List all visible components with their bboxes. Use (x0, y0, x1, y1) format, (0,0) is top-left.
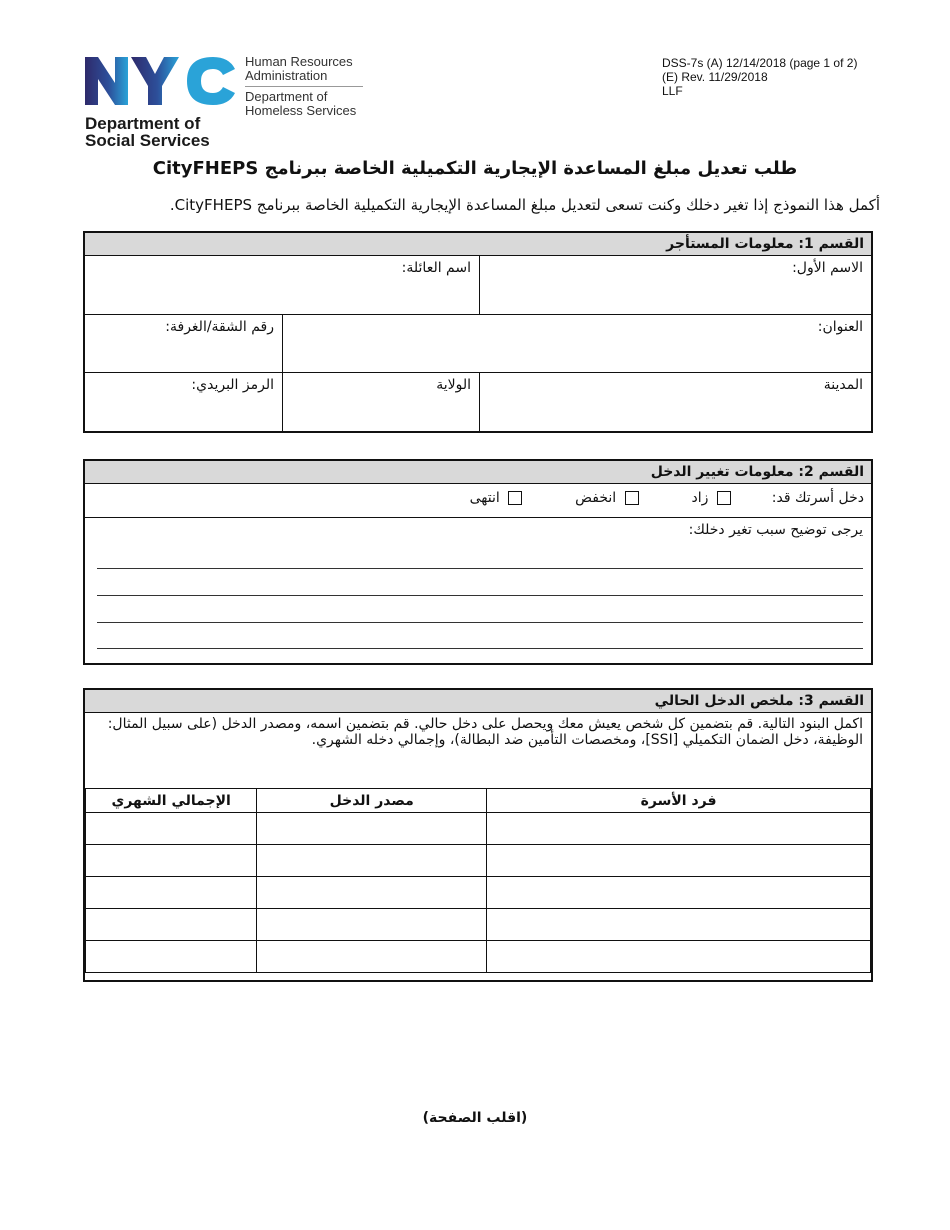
address-label: العنوان: (817, 319, 863, 335)
department-line1: Department of (85, 114, 201, 133)
member-cell[interactable] (487, 941, 871, 973)
source-cell[interactable] (257, 941, 487, 973)
col-source-header: مصدر الدخل (257, 789, 487, 813)
state-label: الولاية (436, 377, 471, 393)
turn-page-note: (اقلب الصفحة) (422, 1110, 528, 1126)
form-code-line1: DSS-7s (A) 12/14/2018 (page 1 of 2) (662, 56, 858, 70)
form-code-line2: (E) Rev. 11/29/2018 (662, 70, 768, 84)
section1-heading: القسم 1: معلومات المستأجر (85, 233, 871, 256)
section-income-summary (83, 688, 873, 982)
member-cell[interactable] (487, 845, 871, 877)
agency-divider (245, 86, 363, 87)
city-field[interactable] (480, 373, 871, 431)
source-cell[interactable] (257, 813, 487, 845)
last-name-field[interactable] (85, 256, 480, 315)
city-label: المدينة (823, 377, 863, 393)
member-cell[interactable] (487, 813, 871, 845)
household-income-label: دخل أسرتك قد: (771, 490, 864, 506)
col-total-header: الإجمالي الشهري (86, 789, 257, 813)
explain-label: يرجى توضيح سبب تغير دخلك: (688, 522, 863, 538)
apt-field[interactable] (85, 315, 283, 373)
answer-line[interactable] (97, 568, 863, 569)
section-tenant-info (83, 231, 873, 433)
answer-line[interactable] (97, 648, 863, 649)
first-name-label: الاسم الأول: (792, 260, 863, 276)
option-ended-label: انتهى (469, 490, 500, 506)
section3-heading: القسم 3: ملخص الدخل الحالي (85, 690, 871, 713)
member-cell[interactable] (487, 877, 871, 909)
form-code (662, 56, 857, 98)
income-change-row (85, 484, 871, 518)
income-table (85, 788, 871, 973)
nyc-dss-logo (85, 55, 375, 150)
agency-line1: Human Resources (245, 54, 353, 69)
option-decreased-label: انخفض (575, 490, 617, 506)
first-name-field[interactable] (480, 256, 871, 315)
source-cell[interactable] (257, 909, 487, 941)
total-cell[interactable] (86, 909, 257, 941)
nyc-logo-mark (85, 55, 235, 107)
source-cell[interactable] (257, 845, 487, 877)
total-cell[interactable] (86, 877, 257, 909)
checkbox-ended[interactable] (508, 491, 522, 505)
zip-label: الرمز البريدي: (191, 377, 274, 393)
source-cell[interactable] (257, 877, 487, 909)
checkbox-decreased[interactable] (625, 491, 639, 505)
section2-heading: القسم 2: معلومات تغيير الدخل (85, 461, 871, 484)
checkbox-increased[interactable] (717, 491, 731, 505)
apt-label: رقم الشقة/الغرفة: (165, 319, 274, 335)
form-code-line3: LLF (662, 84, 683, 98)
member-cell[interactable] (487, 909, 871, 941)
option-increased-label: زاد (691, 490, 709, 506)
table-row (86, 813, 871, 845)
answer-line[interactable] (97, 622, 863, 623)
section-income-change (83, 459, 873, 665)
table-row (86, 845, 871, 877)
agency-line3: Department of (245, 89, 328, 104)
zip-field[interactable] (85, 373, 283, 431)
section3-instructions: اكمل البنود التالية. قم بتضمين كل شخص يعيش معك ويحصل على دخل حالي. قم بتضمين اسمه، ومصدر الدخل (على سبيل المثال: الوظيفة، دخل الضمان التكميلي [SSI]، ومخصصات التأمين ضد البطالة)، وإجمالي دخله الشهري. (107, 716, 863, 748)
intro-text: أكمل هذا النموذج إذا تغير دخلك وكنت تسعى لتعديل مبلغ المساعدة الإيجارية التكميلية الخاصة ببرنامج CityFHEPS. (169, 196, 880, 214)
agency-line2: Administration (245, 68, 328, 83)
col-member-header: فرد الأسرة (487, 789, 871, 813)
total-cell[interactable] (86, 845, 257, 877)
table-row (86, 877, 871, 909)
department-name (85, 115, 210, 149)
income-change-options (470, 490, 864, 506)
department-line2: Social Services (85, 131, 210, 150)
explain-field[interactable] (85, 518, 871, 663)
last-name-label: اسم العائلة: (401, 260, 471, 276)
agency-names (245, 55, 445, 118)
table-row (86, 909, 871, 941)
state-field[interactable] (283, 373, 480, 431)
total-cell[interactable] (86, 941, 257, 973)
address-field[interactable] (283, 315, 871, 373)
table-header-row (86, 789, 871, 813)
page-title: طلب تعديل مبلغ المساعدة الإيجارية التكميلية الخاصة ببرنامج CityFHEPS (152, 158, 798, 179)
answer-line[interactable] (97, 595, 863, 596)
table-row (86, 941, 871, 973)
agency-line4: Homeless Services (245, 103, 357, 118)
total-cell[interactable] (86, 813, 257, 845)
